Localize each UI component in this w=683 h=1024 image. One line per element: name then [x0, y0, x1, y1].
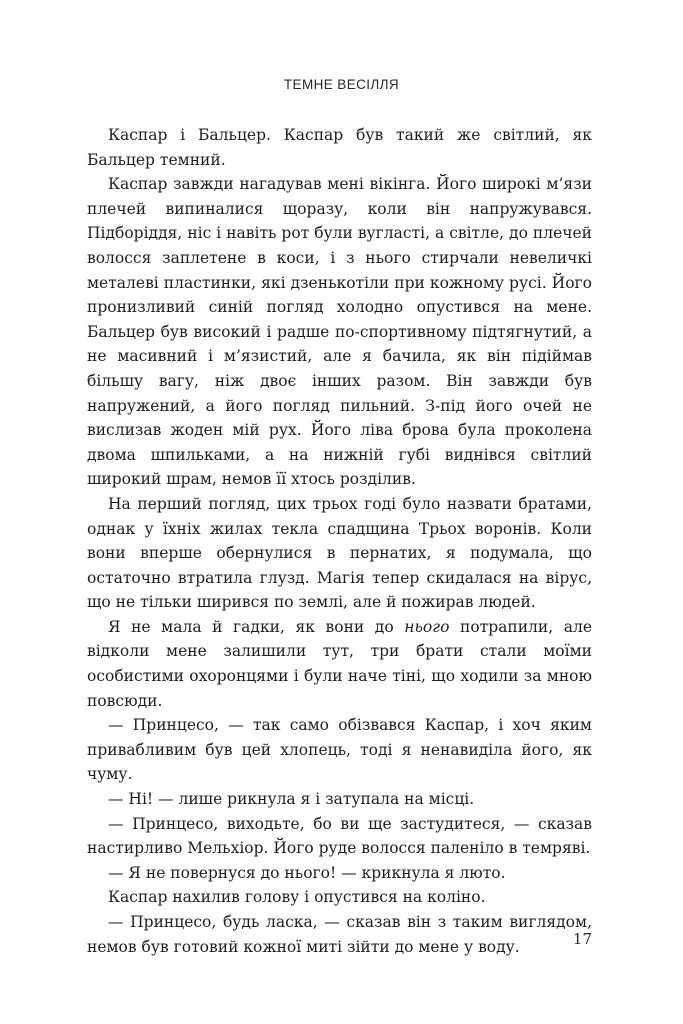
paragraph-2: Каспар завжди нагадував мені вікінга. Його широкі м’язи плечей випиналися щоразу, коли він напружувався. Підборіддя, ніс і навіть рот були вугласті, а світле, до плечей волосся заплетене в коси, і з нього стирчали невеличкі металеві пластинки, які дзенькотіли при кожному русі. Його пронизливий синій погляд холодно опустився на мене. Бальцер був високий і радше по-спортивному підтягнутий, а не масивний і м’язистий, але я бачила, як він підіймав більшу вагу, ніж двоє інших разом. Він завжди був напружений, а його погляд пильний. З-під його очей не вислизав жоден мій рух. Його ліва брова була проколена двома шпильками, а на нижній губі виднівся світлий широкий шрам, немов її хтось розділив. — [87, 175, 592, 489]
paragraph-5: — Принцесо, — так само обізвався Каспар, і хоч яким привабливим був цей хлопець, тоді я ненавиділа його, як чуму. — [87, 716, 592, 784]
paragraph-4-start: Я не мала й гадки, як вони до — [108, 617, 405, 636]
paragraph-4-emphasis: нього — [404, 617, 450, 636]
paragraph-6: — Ні! — лише рикнула я і затупала на місці. — [108, 790, 475, 809]
paragraph-4-end: потрапили, але відколи мене залишили тут, три брати стали моїми особистими охоронцями і були наче тіні, що ходили за мною повсюди. — [87, 617, 592, 710]
body-text — [87, 123, 592, 959]
paragraph-10: — Принцесо, будь ласка, — сказав він з таким виглядом, немов був готовий кожної миті зійти до мене у воду. — [87, 913, 592, 956]
paragraph-4 — [87, 615, 592, 713]
paragraph-3: На перший погляд, цих трьох годі було назвати братами, однак у їхніх жилах текла спадщина Трьох воронів. Коли вони вперше обернулися в пернатих, я подумала, що остаточно втратила глузд. Магія тепер скидалася на вірус, що не тільки ширився по землі, але й пожирав людей. — [87, 494, 592, 612]
paragraph-9: Каспар нахилив голову і опустився на коліно. — [108, 888, 486, 907]
page-number: 17 — [572, 930, 592, 948]
paragraph-7: — Принцесо, виходьте, бо ви ще застудитеся, — сказав настирливо Мельхіор. Його руде волосся паленіло в темряві. — [87, 814, 592, 858]
paragraph-8: — Я не повернуся до нього! — крикнула я люто. — [108, 863, 506, 882]
running-head: ТЕМНЕ ВЕСІЛЛЯ — [283, 77, 400, 92]
paragraph-1: Каспар і Бальцер. Каспар був такий же світлий, як Бальцер темний. — [87, 126, 592, 169]
